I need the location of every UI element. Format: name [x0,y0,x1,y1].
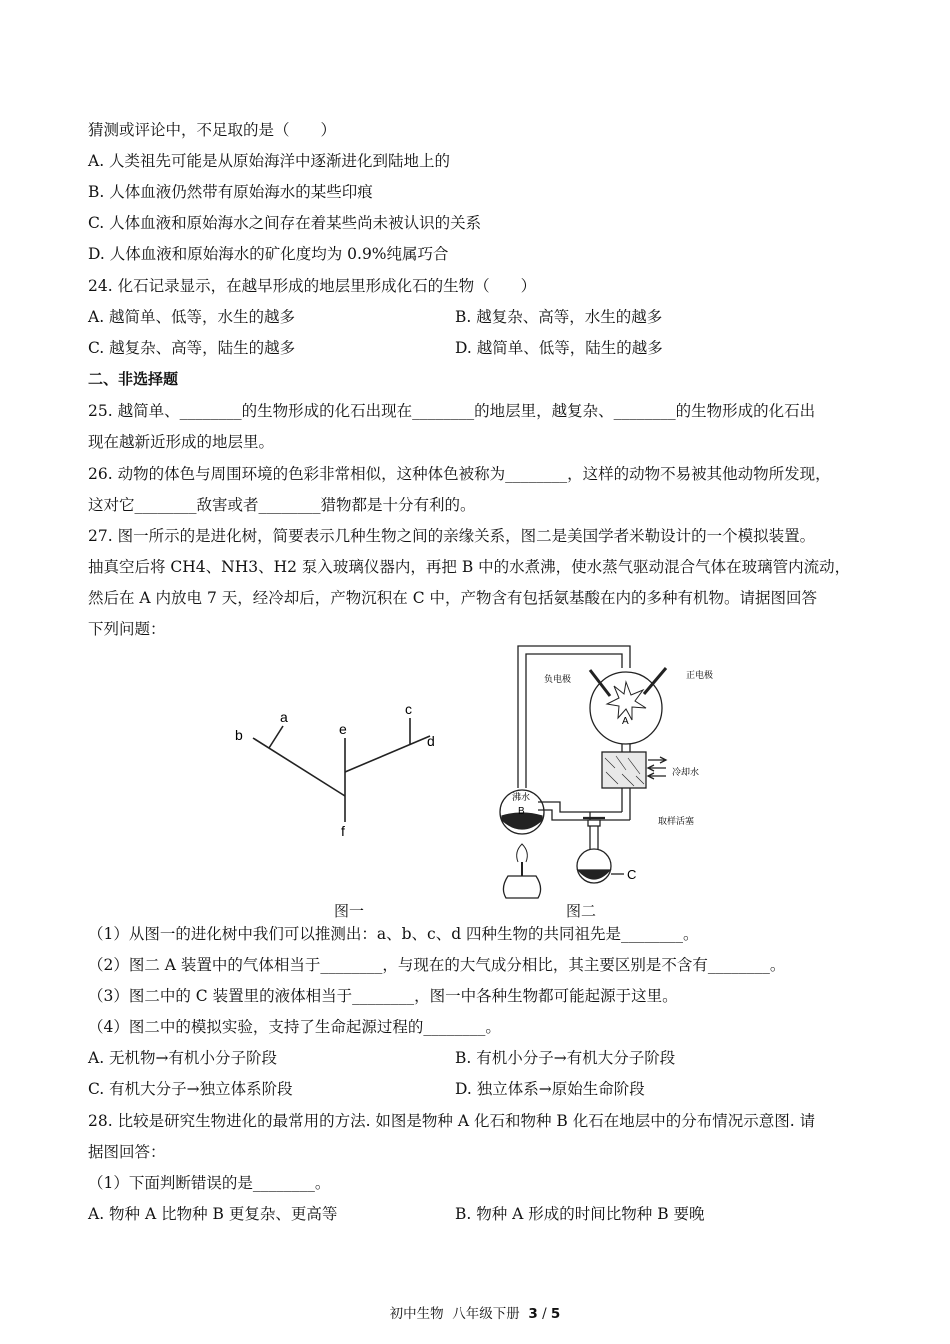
label-pos-electrode: 正电极 [686,670,714,680]
q27-sub3: （3）图二中的 C 装置里的液体相当于________，图一中各种生物都可能起源于这里。 [88,987,678,1005]
footer-grade: 八年级下册 [452,1306,520,1322]
page-footer [0,1302,950,1322]
tree-label-b: b [235,727,243,743]
q24-option-d: D. 越简单、低等，陆生的越多 [455,339,663,357]
footer-course: 初中生物 [389,1306,444,1322]
tree-label-f: f [341,823,345,839]
q27-line2: 抽真空后将 CH4、NH3、H2 泵入玻璃仪器内，再把 B 中的水煮沸，使水蒸气驱动混合气体在玻璃管内流动， [88,558,851,576]
label-boiling-water: 沸水 [512,792,531,802]
q28-option-b: B. 物种 A 形成的时间比物种 B 要晚 [455,1205,705,1223]
label-flask-c: C [627,867,637,882]
tree-branch-a [269,726,283,748]
miller-apparatus-figure [490,640,740,902]
q23-stem-tail: 猜测或评论中，不足取的是（ ） [88,121,337,139]
label-neg-electrode: 负电极 [544,674,572,684]
q26-line1: 26. 动物的体色与周围环境的色彩非常相似，这种体色被称为________，这样的动物不易被其他动物所发现， [88,465,831,483]
q28-sub1: （1）下面判断错误的是________。 [88,1174,331,1192]
q28-line2: 据图回答： [88,1143,166,1161]
q27-option-d: D. 独立体系→原始生命阶段 [455,1080,645,1098]
q27-sub2: （2）图二 A 装置中的气体相当于________，与现在的大气成分相比，其主要区别是不含有________。 [88,956,786,974]
q23-option-d: D. 人体血液和原始海水的矿化度均为 0.9%纯属巧合 [88,245,449,263]
q27-option-c: C. 有机大分子→独立体系阶段 [88,1080,293,1098]
fig1-caption: 图一 [334,902,365,920]
sampling-valve [588,820,600,826]
label-cooling-water: 冷却水 [672,767,700,777]
tree-label-d: d [427,733,435,749]
q27-line3: 然后在 A 内放电 7 天，经冷却后，产物沉积在 C 中，产物含有包括氨基酸在内的多种有机物。请据图回答 [88,589,817,607]
q23-option-c: C. 人体血液和原始海水之间存在着某些尚未被认识的关系 [88,214,482,232]
q28-line1: 28. 比较是研究生物进化的最常用的方法. 如图是物种 A 化石和物种 B 化石在地层中的分布情况示意图. 请 [88,1112,816,1130]
footer-separator: / [542,1306,547,1322]
footer-total-pages: 5 [550,1306,561,1322]
q24-stem: 24. 化石记录显示，在越早形成的地层里形成化石的生物（ ） [88,277,537,295]
q24-option-b: B. 越复杂、高等，水生的越多 [455,308,663,326]
q27-option-b: B. 有机小分子→有机大分子阶段 [455,1049,676,1067]
tree-label-a: a [280,709,288,725]
label-flask-a: A [622,716,629,727]
q23-option-a: A. 人类祖先可能是从原始海洋中逐渐进化到陆地上的 [88,152,451,170]
section-header: 二、非选择题 [88,370,179,388]
fig2-caption: 图二 [566,902,597,920]
spark-icon [607,682,646,720]
tree-label-e: e [339,721,347,737]
q25-line2: 现在越新近形成的地层里。 [88,433,275,451]
q23-option-b: B. 人体血液仍然带有原始海水的某些印痕 [88,183,373,201]
tree-label-c: c [405,701,412,717]
tree-branch-right [345,736,430,772]
q24-option-a: A. 越简单、低等，水生的越多 [88,308,296,326]
condenser [602,752,646,788]
q24-option-c: C. 越复杂、高等，陆生的越多 [88,339,296,357]
q27-sub1: （1）从图一的进化树中我们可以推测出：a、b、c、d 四种生物的共同祖先是________。 [88,925,699,943]
q26-line2: 这对它________敌害或者________猎物都是十分有利的。 [88,496,476,514]
burner-icon [503,876,540,898]
q28-option-a: A. 物种 A 比物种 B 更复杂、更高等 [88,1205,338,1223]
q27-line1: 27. 图一所示的是进化树，简要表示几种生物之间的亲缘关系，图二是美国学者米勒设计的一个模拟装置。 [88,527,816,545]
label-sampling-valve: 取样活塞 [658,816,695,826]
q27-line4: 下列问题： [88,620,166,638]
tree-branch-left [253,738,345,796]
q25-line1: 25. 越简单、________的生物形成的化石出现在________的地层里，越复杂、________的生物形成的化石出 [88,402,816,420]
label-flask-b: B [518,806,525,817]
q27-sub4: （4）图二中的模拟实验，支持了生命起源过程的________。 [88,1018,501,1036]
footer-page-number: 3 [528,1306,538,1322]
evolution-tree-figure [225,690,455,840]
q27-option-a: A. 无机物→有机小分子阶段 [88,1049,278,1067]
